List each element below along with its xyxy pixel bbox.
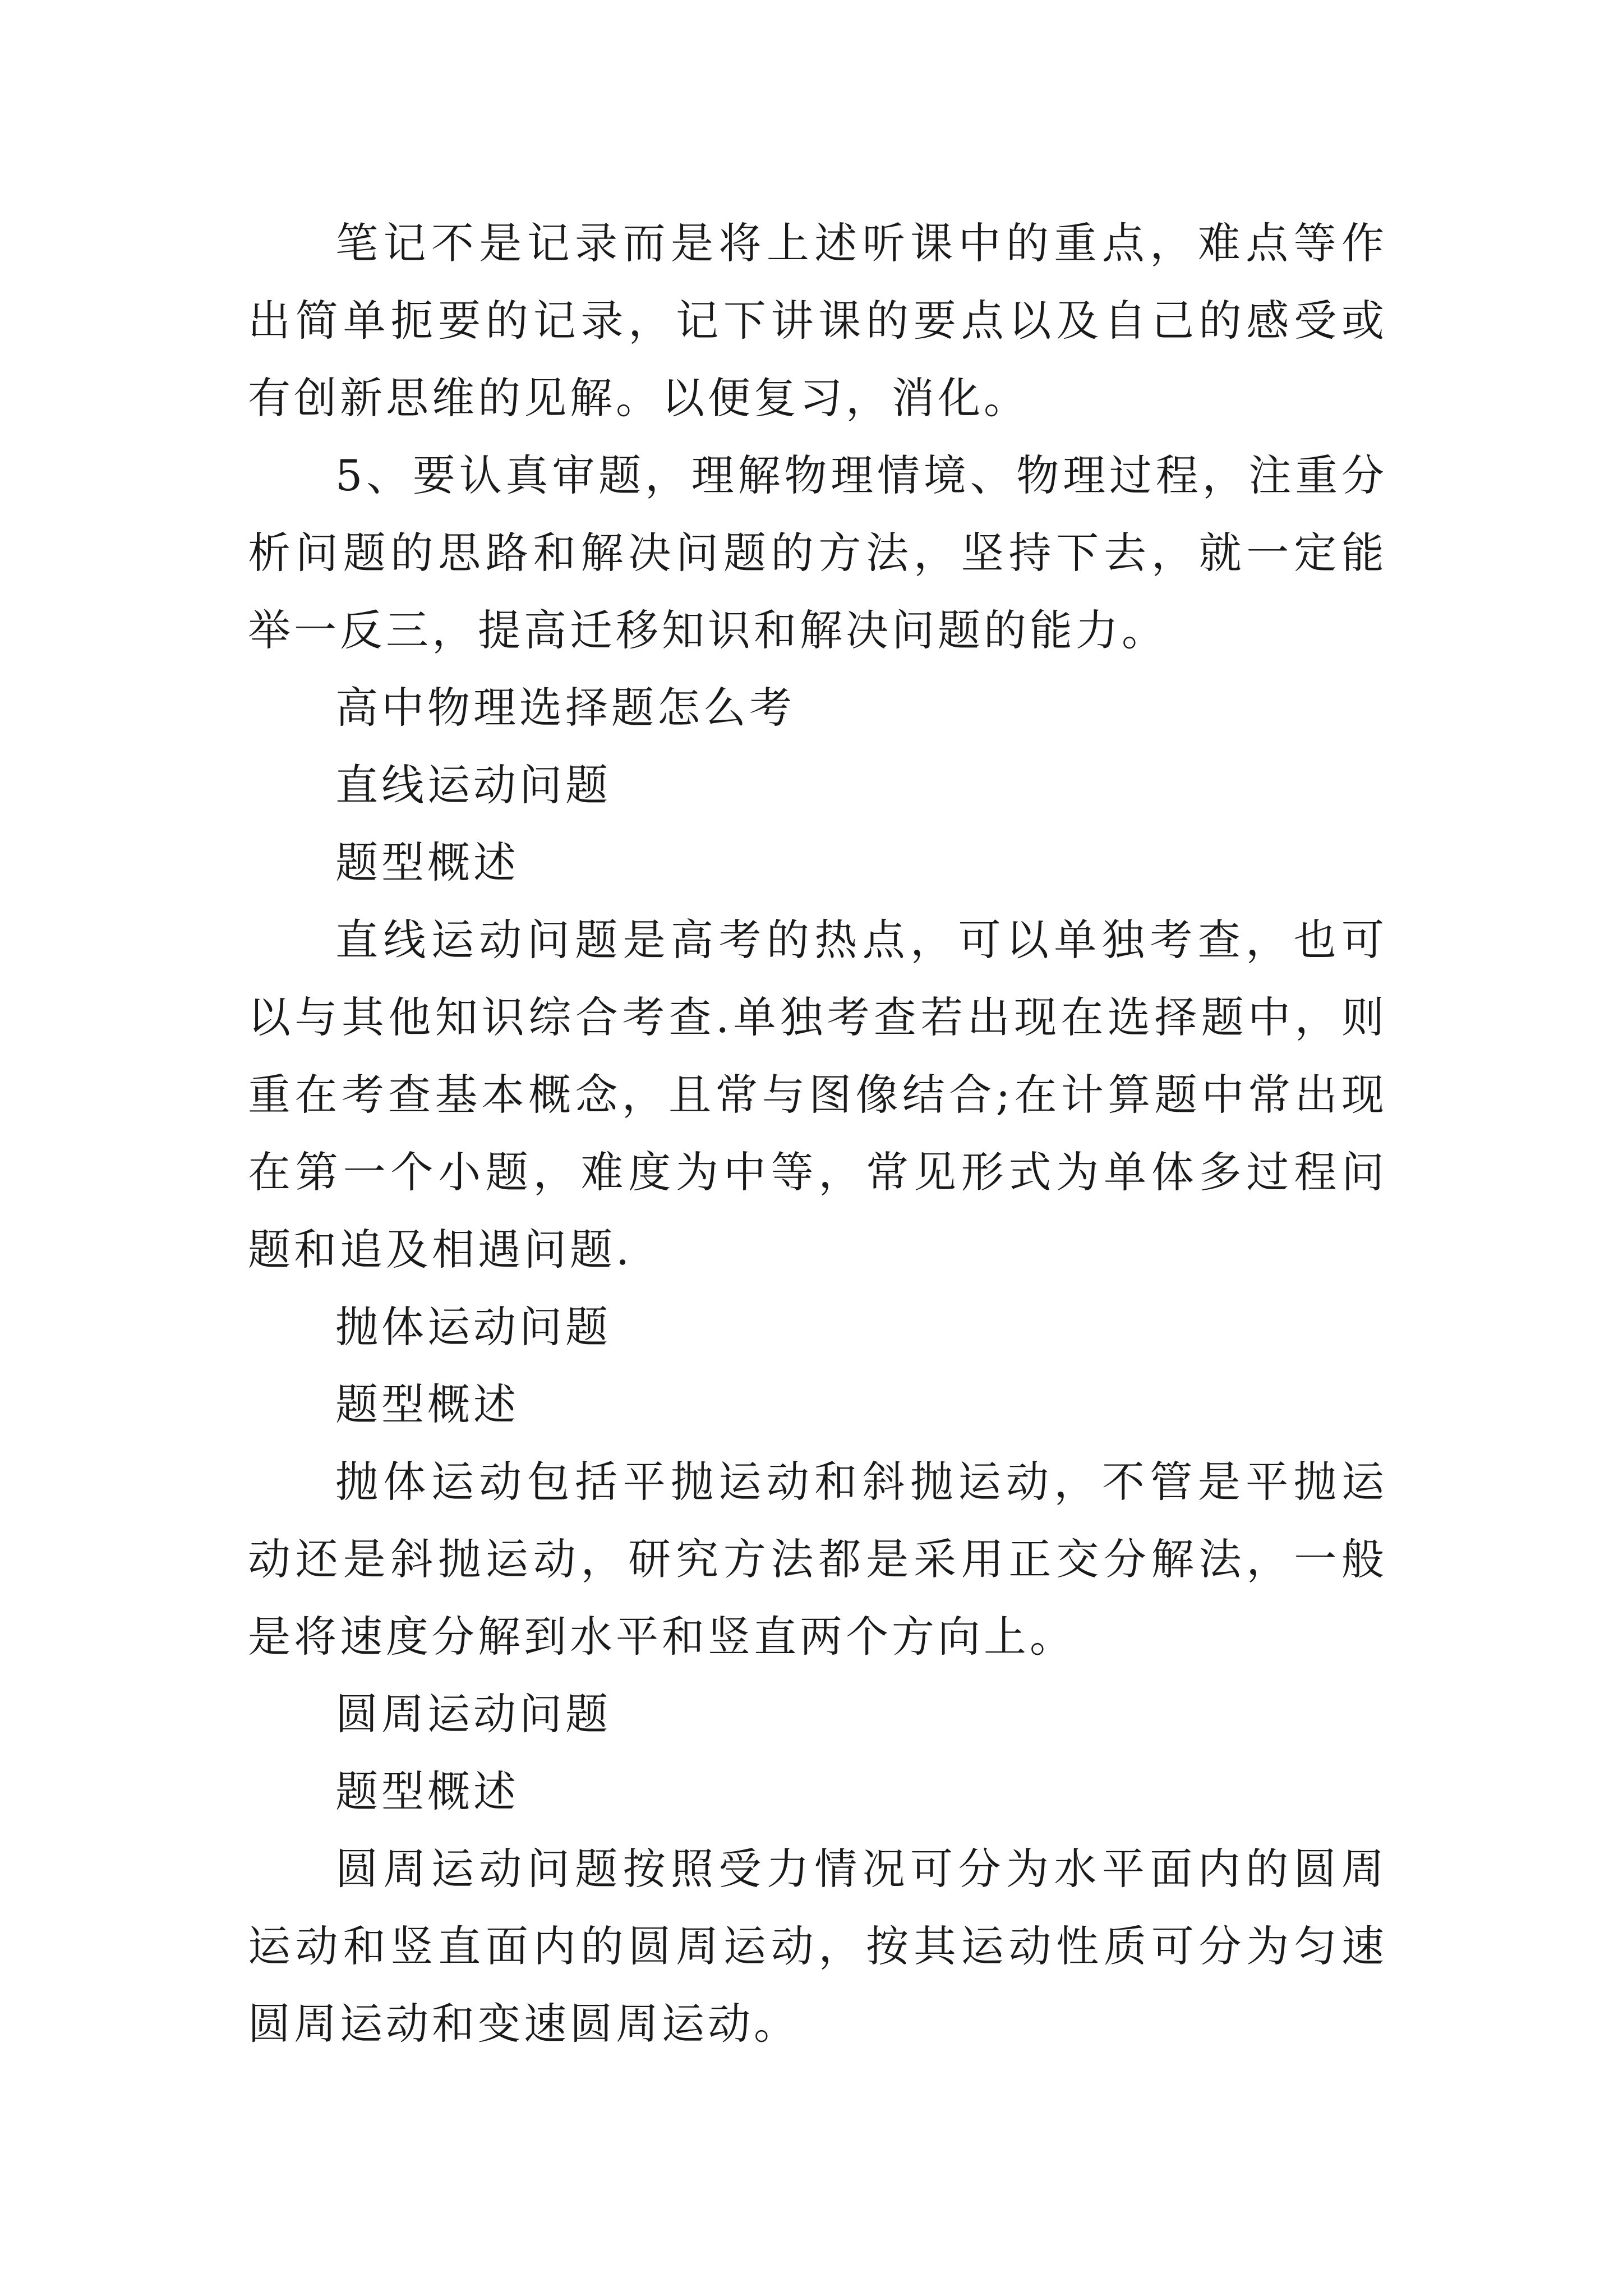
document-body <box>248 205 1387 2063</box>
subsection-title-linear-motion: 直线运动问题 <box>335 760 611 810</box>
overview-label-circular-motion: 题型概述 <box>335 1766 519 1816</box>
section-title-multiple-choice: 高中物理选择题怎么考 <box>335 683 795 733</box>
paragraph-note-taking: 笔记不是记录而是将上述听课中的重点，难点等作出简单扼要的记录，记下讲课的要点以及自己的感受或有创新思维的见解。以便复习，消化。 <box>248 218 1387 423</box>
overview-label-projectile-motion: 题型概述 <box>335 1379 519 1429</box>
paragraph-careful-reading: 5、要认真审题，理解物理情境、物理过程，注重分析问题的思路和解决问题的方法，坚持下去，就一定能举一反三，提高迁移知识和解决问题的能力。 <box>248 450 1387 655</box>
paragraph-projectile-motion: 抛体运动包括平抛运动和斜抛运动，不管是平抛运动还是斜抛运动，研究方法都是采用正交分解法，一般是将速度分解到水平和竖直两个方向上。 <box>248 1457 1387 1662</box>
paragraph-linear-motion: 直线运动问题是高考的热点，可以单独考查，也可以与其他知识综合考查.单独考查若出现在选择题中，则重在考查基本概念，且常与图像结合;在计算题中常出现在第一个小题，难度为中等，常见形式为单体多过程问题和追及相遇问题. <box>248 915 1387 1274</box>
paragraph-circular-motion: 圆周运动问题按照受力情况可分为水平面内的圆周运动和竖直面内的圆周运动，按其运动性质可分为匀速圆周运动和变速圆周运动。 <box>248 1844 1387 2049</box>
overview-label-linear-motion: 题型概述 <box>335 838 519 887</box>
subsection-title-circular-motion: 圆周运动问题 <box>335 1689 611 1739</box>
subsection-title-projectile-motion: 抛体运动问题 <box>335 1302 611 1352</box>
